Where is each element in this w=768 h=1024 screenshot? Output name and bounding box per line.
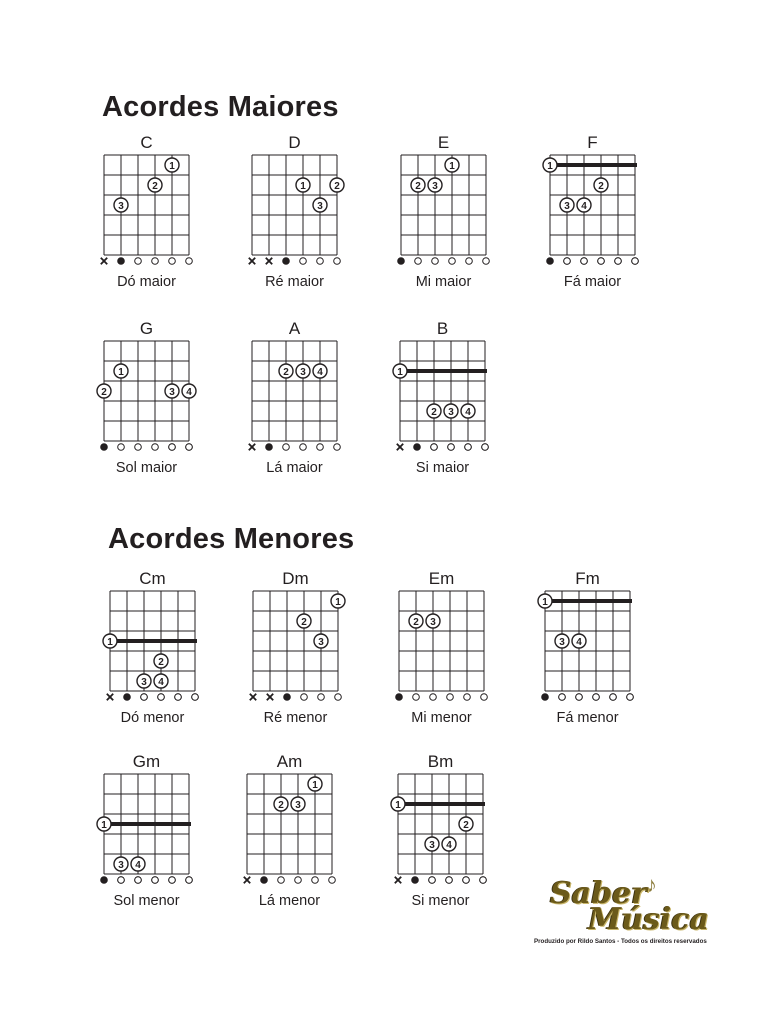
- finger-dot: [154, 654, 168, 668]
- chord-name: Gm: [132, 752, 161, 771]
- svg-text:1: 1: [397, 367, 403, 378]
- finger-dot: [297, 614, 311, 628]
- open-string-marker: [627, 694, 634, 701]
- finger-dot: [572, 634, 586, 648]
- chord-diagram: [380, 752, 520, 902]
- chord-diagram: [86, 319, 226, 469]
- chord-diagram: [382, 319, 522, 469]
- finger-dot: [538, 594, 552, 608]
- open-string-marker: [481, 694, 488, 701]
- open-string-marker: [429, 877, 436, 884]
- chord-diagram: [86, 752, 226, 902]
- finger-dot: [444, 404, 458, 418]
- chord-diagram: [532, 133, 672, 283]
- root-string-marker: [118, 258, 125, 265]
- svg-text:3: 3: [432, 181, 438, 192]
- open-string-marker: [278, 877, 285, 884]
- open-string-marker: [576, 694, 583, 701]
- chord-B: [382, 319, 522, 489]
- svg-text:3: 3: [317, 201, 323, 212]
- open-string-marker: [430, 694, 437, 701]
- open-string-marker: [135, 444, 142, 451]
- svg-text:3: 3: [318, 637, 324, 648]
- open-string-marker: [295, 877, 302, 884]
- svg-text:2: 2: [415, 181, 421, 192]
- finger-dot: [459, 817, 473, 831]
- chord-label: Fá maior: [563, 274, 622, 290]
- finger-dot: [296, 178, 310, 192]
- svg-text:3: 3: [295, 800, 301, 811]
- muted-string-marker: [244, 877, 250, 883]
- open-string-marker: [632, 258, 639, 265]
- svg-text:2: 2: [101, 387, 107, 398]
- chord-label: Ré maior: [265, 274, 324, 290]
- svg-text:1: 1: [542, 597, 548, 608]
- svg-text:2: 2: [158, 657, 164, 668]
- open-string-marker: [186, 877, 193, 884]
- open-string-marker: [169, 444, 176, 451]
- svg-text:3: 3: [300, 367, 306, 378]
- open-string-marker: [317, 444, 324, 451]
- open-string-marker: [317, 258, 324, 265]
- svg-text:3: 3: [118, 201, 124, 212]
- muted-string-marker: [107, 694, 113, 700]
- chord-label: Fá menor: [556, 710, 619, 726]
- svg-text:4: 4: [158, 677, 164, 688]
- svg-text:1: 1: [547, 161, 553, 172]
- finger-dot: [313, 198, 327, 212]
- chord-label: Lá maior: [266, 460, 323, 476]
- open-string-marker: [334, 258, 341, 265]
- open-string-marker: [300, 444, 307, 451]
- open-string-marker: [312, 877, 319, 884]
- svg-text:2: 2: [152, 181, 158, 192]
- open-string-marker: [415, 258, 422, 265]
- chord-label: Mi maior: [415, 274, 472, 290]
- chord-Em: [381, 569, 521, 739]
- logo-credit-text: Produzido por Rildo Santos - Todos os direitos reservados: [534, 938, 707, 945]
- chord-diagram: [383, 133, 523, 283]
- chord-label: Sol menor: [113, 893, 180, 909]
- section-title-maiores: Acordes Maiores: [102, 91, 339, 123]
- finger-dot: [114, 198, 128, 212]
- chord-name: Bm: [427, 752, 454, 771]
- svg-text:2: 2: [334, 181, 340, 192]
- root-string-marker: [547, 258, 554, 265]
- chord-Bm: [380, 752, 520, 922]
- finger-dot: [393, 364, 407, 378]
- svg-text:2: 2: [413, 617, 419, 628]
- svg-text:1: 1: [449, 161, 455, 172]
- logo-word-musica: Música: [588, 902, 710, 937]
- root-string-marker: [283, 258, 290, 265]
- finger-dot: [555, 634, 569, 648]
- chord-D: [234, 133, 374, 303]
- finger-dot: [409, 614, 423, 628]
- finger-dot: [330, 178, 344, 192]
- finger-dot: [308, 777, 322, 791]
- finger-dot: [114, 364, 128, 378]
- chord-name: E: [437, 133, 450, 152]
- section-title-menores: Acordes Menores: [108, 523, 355, 555]
- finger-dot: [103, 634, 117, 648]
- svg-text:1: 1: [118, 367, 124, 378]
- open-string-marker: [449, 258, 456, 265]
- svg-text:3: 3: [141, 677, 147, 688]
- open-string-marker: [301, 694, 308, 701]
- chord-diagram: [234, 319, 374, 469]
- root-string-marker: [542, 694, 549, 701]
- chord-F: [532, 133, 672, 303]
- open-string-marker: [581, 258, 588, 265]
- barre-bar: [545, 599, 632, 603]
- finger-dot: [182, 384, 196, 398]
- open-string-marker: [447, 694, 454, 701]
- open-string-marker: [283, 444, 290, 451]
- finger-dot: [165, 384, 179, 398]
- barre-bar: [110, 639, 197, 643]
- finger-dot: [97, 817, 111, 831]
- chord-name: F: [587, 133, 598, 152]
- chord-diagram: [234, 133, 374, 283]
- muted-string-marker: [395, 877, 401, 883]
- root-string-marker: [414, 444, 421, 451]
- finger-dot: [560, 198, 574, 212]
- chord-G: [86, 319, 226, 489]
- muted-string-marker: [266, 258, 272, 264]
- svg-text:4: 4: [465, 407, 471, 418]
- chord-diagram: [381, 569, 521, 719]
- svg-text:3: 3: [564, 201, 570, 212]
- open-string-marker: [615, 258, 622, 265]
- finger-dot: [427, 404, 441, 418]
- chord-diagram: [92, 569, 232, 719]
- chord-C: [86, 133, 226, 303]
- chord-name: A: [288, 319, 301, 338]
- chord-label: Ré menor: [263, 710, 328, 726]
- finger-dot: [543, 158, 557, 172]
- finger-dot: [411, 178, 425, 192]
- open-string-marker: [463, 877, 470, 884]
- finger-dot: [154, 674, 168, 688]
- chord-diagram: [86, 133, 226, 283]
- open-string-marker: [564, 258, 571, 265]
- svg-text:1: 1: [300, 181, 306, 192]
- finger-dot: [165, 158, 179, 172]
- finger-dot: [274, 797, 288, 811]
- open-string-marker: [465, 444, 472, 451]
- svg-text:4: 4: [135, 860, 141, 871]
- finger-dot: [97, 384, 111, 398]
- finger-dot: [577, 198, 591, 212]
- svg-text:4: 4: [576, 637, 582, 648]
- open-string-marker: [598, 258, 605, 265]
- svg-text:2: 2: [463, 820, 469, 831]
- chord-name: C: [140, 133, 153, 152]
- chord-name: B: [436, 319, 449, 338]
- open-string-marker: [169, 258, 176, 265]
- logo-word-saber: Saber: [550, 876, 647, 911]
- open-string-marker: [300, 258, 307, 265]
- open-string-marker: [118, 444, 125, 451]
- open-string-marker: [169, 877, 176, 884]
- finger-dot: [425, 837, 439, 851]
- saber-musica-logo: [528, 872, 708, 952]
- svg-text:1: 1: [169, 161, 175, 172]
- svg-text:1: 1: [395, 800, 401, 811]
- finger-dot: [148, 178, 162, 192]
- svg-text:2: 2: [598, 181, 604, 192]
- finger-dot: [131, 857, 145, 871]
- finger-dot: [114, 857, 128, 871]
- muted-string-marker: [397, 444, 403, 450]
- open-string-marker: [175, 694, 182, 701]
- finger-dot: [296, 364, 310, 378]
- root-string-marker: [284, 694, 291, 701]
- chord-label: Mi menor: [411, 710, 472, 726]
- open-string-marker: [431, 444, 438, 451]
- chord-label: Dó menor: [120, 710, 185, 726]
- chord-name: G: [139, 319, 154, 338]
- chord-E: [383, 133, 523, 303]
- finger-dot: [331, 594, 345, 608]
- chord-Fm: [527, 569, 667, 739]
- open-string-marker: [152, 258, 159, 265]
- open-string-marker: [559, 694, 566, 701]
- chord-label: Dó maior: [117, 274, 176, 290]
- open-string-marker: [335, 694, 342, 701]
- svg-text:2: 2: [431, 407, 437, 418]
- finger-dot: [594, 178, 608, 192]
- open-string-marker: [334, 444, 341, 451]
- chord-diagram: [229, 752, 369, 902]
- svg-text:1: 1: [107, 637, 113, 648]
- open-string-marker: [141, 694, 148, 701]
- chord-A: [234, 319, 374, 489]
- barre-bar: [550, 163, 637, 167]
- finger-dot: [461, 404, 475, 418]
- open-string-marker: [464, 694, 471, 701]
- muted-string-marker: [249, 444, 255, 450]
- open-string-marker: [329, 877, 336, 884]
- open-string-marker: [318, 694, 325, 701]
- open-string-marker: [118, 877, 125, 884]
- root-string-marker: [124, 694, 131, 701]
- chord-name: Dm: [282, 569, 309, 588]
- finger-dot: [291, 797, 305, 811]
- root-string-marker: [101, 877, 108, 884]
- open-string-marker: [186, 444, 193, 451]
- barre-bar: [400, 369, 487, 373]
- svg-text:1: 1: [101, 820, 107, 831]
- muted-string-marker: [249, 258, 255, 264]
- barre-bar: [398, 802, 485, 806]
- svg-text:2: 2: [301, 617, 307, 628]
- open-string-marker: [446, 877, 453, 884]
- svg-text:3: 3: [118, 860, 124, 871]
- chord-name: D: [288, 133, 301, 152]
- open-string-marker: [593, 694, 600, 701]
- open-string-marker: [482, 444, 489, 451]
- chord-Gm: [86, 752, 226, 922]
- root-string-marker: [396, 694, 403, 701]
- chord-name: Fm: [575, 569, 600, 588]
- finger-dot: [313, 364, 327, 378]
- finger-dot: [428, 178, 442, 192]
- svg-text:3: 3: [559, 637, 565, 648]
- svg-text:1: 1: [312, 780, 318, 791]
- svg-text:4: 4: [317, 367, 323, 378]
- svg-text:4: 4: [446, 840, 452, 851]
- svg-text:2: 2: [278, 800, 284, 811]
- muted-string-marker: [267, 694, 273, 700]
- root-string-marker: [398, 258, 405, 265]
- open-string-marker: [483, 258, 490, 265]
- music-note-icon: ♪: [646, 872, 657, 897]
- chord-Cm: [92, 569, 232, 739]
- root-string-marker: [261, 877, 268, 884]
- svg-text:4: 4: [186, 387, 192, 398]
- open-string-marker: [135, 877, 142, 884]
- chord-label: Si maior: [415, 460, 470, 476]
- finger-dot: [426, 614, 440, 628]
- chord-name: Em: [428, 569, 455, 588]
- finger-dot: [442, 837, 456, 851]
- open-string-marker: [480, 877, 487, 884]
- root-string-marker: [412, 877, 419, 884]
- barre-bar: [104, 822, 191, 826]
- chord-label: Lá menor: [258, 893, 321, 909]
- svg-text:2: 2: [283, 367, 289, 378]
- root-string-marker: [266, 444, 273, 451]
- svg-text:1: 1: [335, 597, 341, 608]
- finger-dot: [137, 674, 151, 688]
- chord-Dm: [235, 569, 375, 739]
- root-string-marker: [101, 444, 108, 451]
- finger-dot: [314, 634, 328, 648]
- open-string-marker: [158, 694, 165, 701]
- muted-string-marker: [101, 258, 107, 264]
- chord-diagram: [527, 569, 667, 719]
- svg-text:3: 3: [448, 407, 454, 418]
- chord-label: Sol maior: [115, 460, 178, 476]
- muted-string-marker: [250, 694, 256, 700]
- chord-diagram: [235, 569, 375, 719]
- open-string-marker: [466, 258, 473, 265]
- svg-text:4: 4: [581, 201, 587, 212]
- chord-label: Si menor: [411, 893, 470, 909]
- chord-name: Cm: [139, 569, 166, 588]
- chord-name: Am: [276, 752, 303, 771]
- open-string-marker: [610, 694, 617, 701]
- svg-text:3: 3: [169, 387, 175, 398]
- open-string-marker: [448, 444, 455, 451]
- finger-dot: [445, 158, 459, 172]
- chord-Am: [229, 752, 369, 922]
- finger-dot: [391, 797, 405, 811]
- open-string-marker: [152, 877, 159, 884]
- svg-text:3: 3: [429, 840, 435, 851]
- open-string-marker: [413, 694, 420, 701]
- finger-dot: [279, 364, 293, 378]
- open-string-marker: [135, 258, 142, 265]
- svg-text:3: 3: [430, 617, 436, 628]
- open-string-marker: [186, 258, 193, 265]
- open-string-marker: [192, 694, 199, 701]
- open-string-marker: [432, 258, 439, 265]
- open-string-marker: [152, 444, 159, 451]
